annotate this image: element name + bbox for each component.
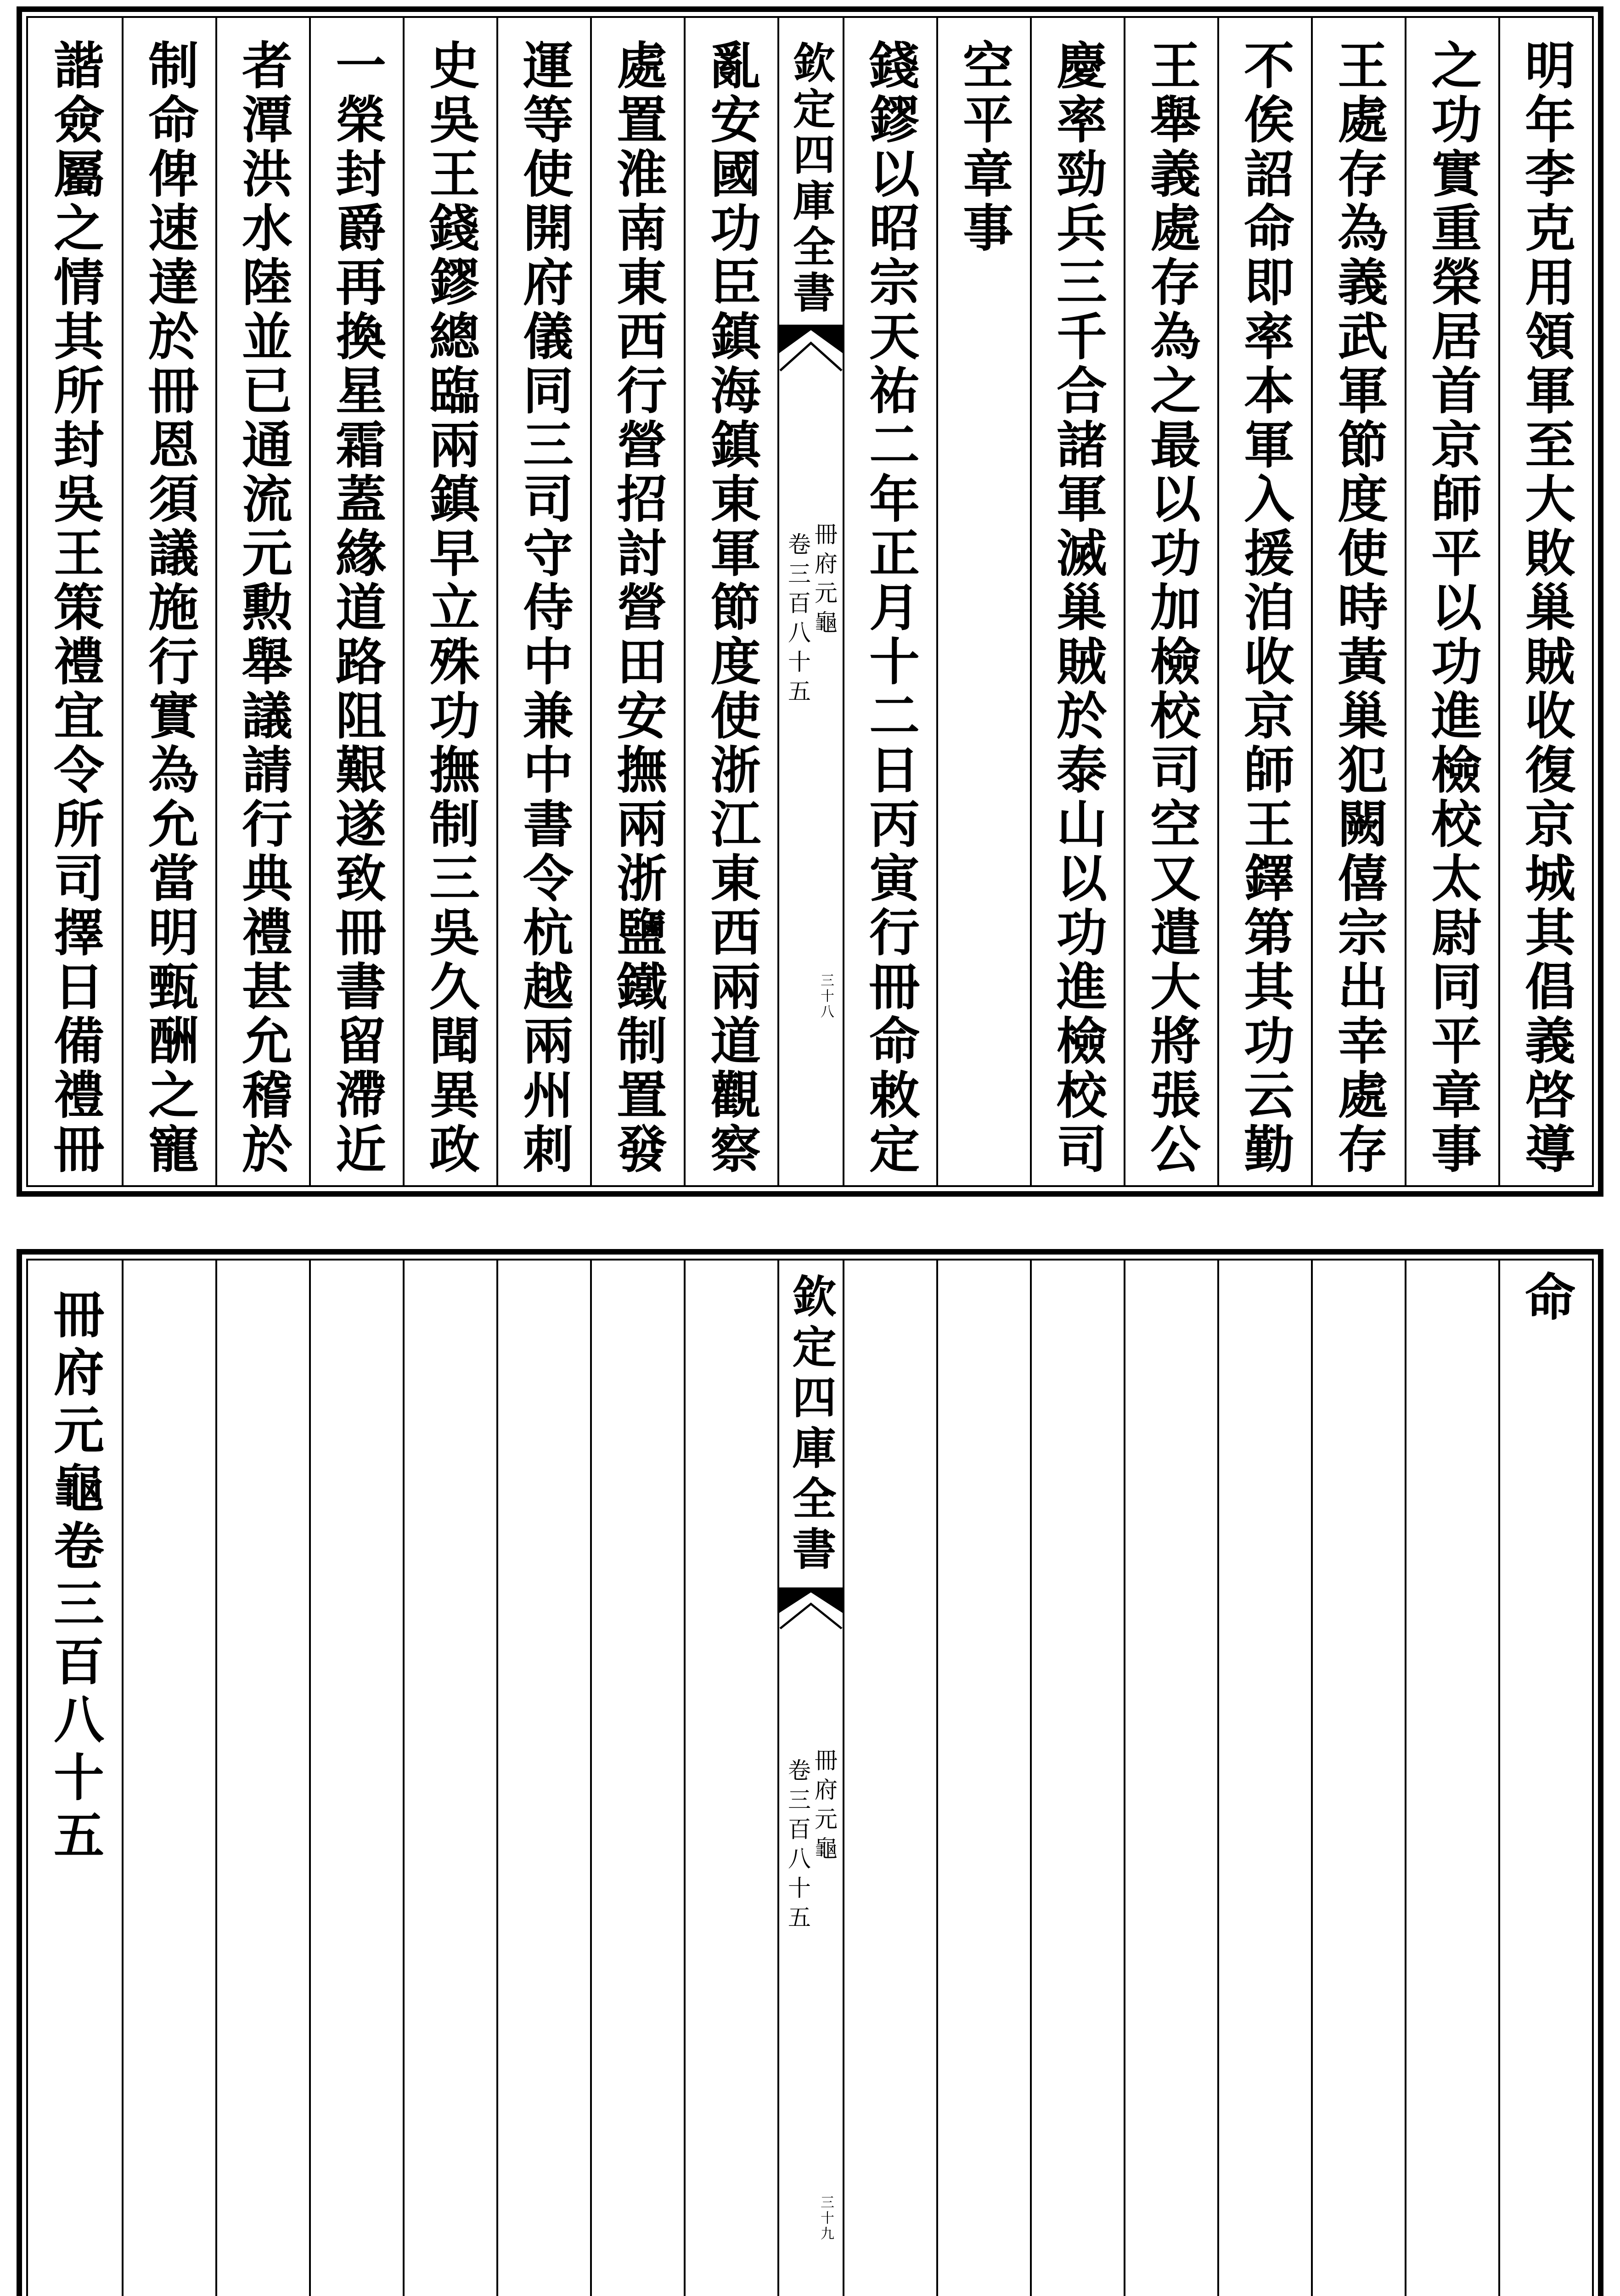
text-column — [1124, 18, 1217, 1185]
column-text: 處置淮南東西行營招討營田安撫兩浙鹽鐵制置發 — [608, 39, 668, 1177]
volume-end-title-column — [28, 1261, 122, 2296]
text-column — [1405, 18, 1498, 1185]
text-column — [309, 18, 403, 1185]
fold-book-title: 冊府元龜 — [811, 1748, 838, 1866]
fold-meta — [779, 522, 843, 709]
fold-book-title: 冊府元龜 — [811, 522, 838, 640]
fold-title: 欽定四庫全書 — [786, 41, 836, 316]
text-column — [1405, 1261, 1498, 2296]
leaf-frame — [26, 1259, 1594, 2296]
fold-column — [777, 18, 843, 1185]
column-text: 命 — [1517, 1271, 1576, 1325]
text-column — [590, 1261, 684, 2296]
fold-page-number: 三十八 — [818, 973, 834, 1020]
column-text: 諧僉屬之情其所封吳王策禮宜令所司擇日備禮冊 — [45, 39, 105, 1177]
text-column — [1217, 18, 1311, 1185]
column-text: 慶率勁兵三千合諸軍滅巢賊於泰山以功進檢校司 — [1048, 39, 1108, 1177]
text-column — [684, 1261, 777, 2296]
text-column — [1311, 1261, 1405, 2296]
text-column — [496, 1261, 590, 2296]
column-text: 空平章事 — [955, 39, 1014, 256]
column-text: 王舉義處存為之最以功加檢校司空又遣大將張公 — [1142, 39, 1201, 1177]
text-column — [936, 1261, 1030, 2296]
column-text: 制命俾速達於冊恩須議施行實為允當明甄酬之寵 — [140, 39, 199, 1177]
column-text: 史吳王錢鏐總臨兩鎮早立殊功撫制三吳久聞異政 — [421, 39, 480, 1177]
text-column — [1311, 18, 1405, 1185]
leaf-bottom — [17, 1249, 1603, 2296]
column-text: 不俟詔命即率本軍入援洎收京師王鐸第其功云勤 — [1236, 39, 1295, 1177]
column-text: 明年李克用領軍至大敗巢賊收復京城其倡義啓導 — [1517, 39, 1576, 1177]
text-column — [1498, 1261, 1592, 2296]
fold-title: 欽定四庫全書 — [785, 1273, 837, 1576]
column-text: 運等使開府儀同三司守侍中兼中書令杭越兩州刺 — [515, 39, 574, 1177]
text-column — [28, 18, 122, 1185]
text-column — [122, 18, 215, 1185]
column-text: 者潭洪水陸並已通流元勲舉議請行典禮甚允稽於 — [234, 39, 293, 1177]
text-column — [1030, 18, 1124, 1185]
fold-title-wrap — [779, 41, 843, 318]
text-column — [215, 1261, 309, 2296]
fold-volume-number: 卷三百八十五 — [784, 1758, 811, 1935]
text-column — [215, 18, 309, 1185]
text-column — [496, 18, 590, 1185]
fold-column — [777, 1261, 843, 2296]
text-column — [590, 18, 684, 1185]
column-text: 錢鏐以昭宗天祐二年正月十二日丙寅行冊命敕定 — [861, 39, 920, 1177]
fold-page-number: 三十九 — [818, 2195, 834, 2242]
leaf-top — [17, 6, 1603, 1197]
text-column — [1217, 1261, 1311, 2296]
column-text: 之功實重榮居首京師平以功進檢校太尉同平章事 — [1423, 39, 1482, 1177]
text-column — [936, 18, 1030, 1185]
text-column — [1030, 1261, 1124, 2296]
text-column — [122, 1261, 215, 2296]
fish-tail-mark — [779, 1587, 843, 1666]
volume-end-title: 冊府元龜卷三百八十五 — [45, 1288, 105, 1867]
column-text: 王處存為義武軍節度使時黃巢犯闕僖宗出幸處存 — [1329, 39, 1389, 1177]
fold-volume-number: 卷三百八十五 — [784, 532, 811, 709]
text-column — [403, 18, 496, 1185]
text-column — [843, 18, 936, 1185]
fish-tail-mark — [779, 325, 843, 412]
text-column — [403, 1261, 496, 2296]
text-column — [309, 1261, 403, 2296]
fold-title-wrap — [779, 1273, 843, 1578]
text-column — [843, 1261, 936, 2296]
text-column — [1124, 1261, 1217, 2296]
text-column — [684, 18, 777, 1185]
column-text: 亂安國功臣鎮海鎮東軍節度使浙江東西兩道觀察 — [702, 39, 761, 1177]
fold-meta — [779, 1748, 843, 1935]
column-text: 一榮封爵再換星霜蓋緣道路阻艱遂致冊書留滯近 — [327, 39, 387, 1177]
leaf-frame — [26, 16, 1594, 1187]
text-column — [1498, 18, 1592, 1185]
